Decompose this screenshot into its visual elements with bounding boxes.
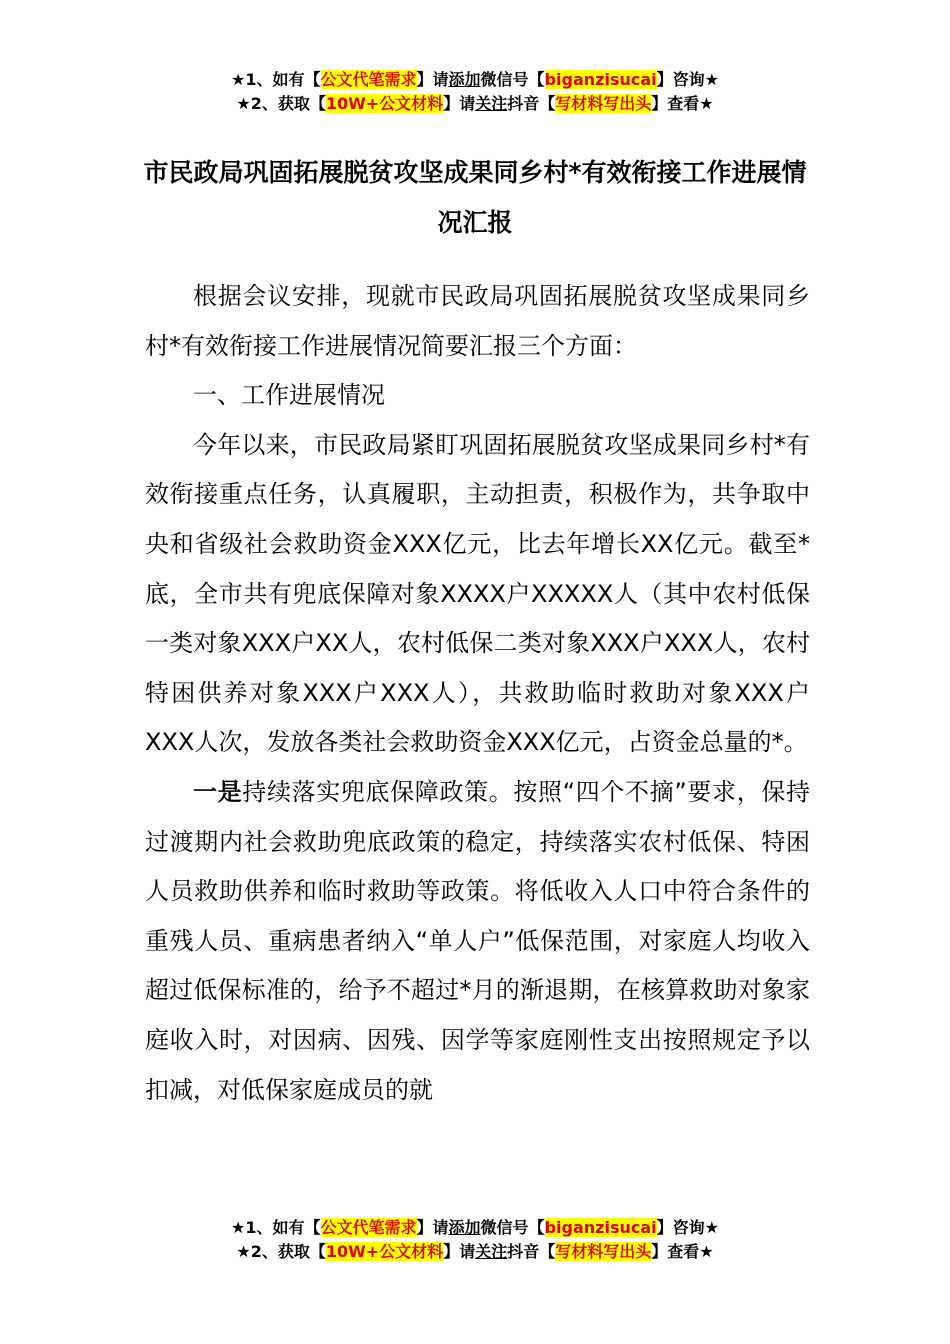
section-heading: 一、工作进展情况 (193, 381, 385, 410)
promo-text: 微信号【 (480, 1218, 545, 1237)
promo-text: 】请 (443, 94, 476, 113)
footer-promo-banner (0, 1216, 950, 1264)
point-paragraph (145, 768, 810, 1115)
point-lead: 一是 (193, 777, 243, 806)
promo-text: 】查看★ (651, 1242, 714, 1261)
promo-highlight: biganzisucai (544, 70, 657, 89)
promo-text: 】请 (416, 1218, 449, 1237)
promo-text: 】咨询★ (656, 1218, 719, 1237)
promo-highlight: 写材料写出头 (555, 1242, 652, 1261)
promo-text: ★2、获取【 (236, 1242, 326, 1261)
promo-line-2 (0, 1240, 950, 1264)
promo-text: ★2、获取【 (236, 94, 326, 113)
promo-text: 抖音【 (507, 94, 556, 113)
document-title: 市民政局巩固拓展脱贫攻坚成果同乡村*有效衔接工作进展情况汇报 (143, 158, 807, 237)
promo-underline: 关注 (475, 1242, 508, 1261)
promo-line-2 (0, 92, 950, 116)
promo-text: ★1、如有【 (231, 70, 321, 89)
promo-line-1 (0, 68, 950, 92)
intro-paragraph: 根据会议安排，现就市民政局巩固拓展脱贫攻坚成果同乡村*有效衔接工作进展情况简要汇报三个方面： (145, 282, 810, 360)
promo-text: 】咨询★ (656, 70, 719, 89)
promo-highlight: 公文代笔需求 (320, 1218, 417, 1237)
body-paragraph: 今年以来，市民政局紧盯巩固拓展脱贫攻坚成果同乡村*有效衔接重点任务，认真履职，主动担责，积极作为，共争取中央和省级社会救助资金XXX亿元，比去年增长XX亿元。截至*底，全市共有兜底保障对象XXXX户XXXXX人（其中农村低保一类对象XXX户XX人，农村低保二类对象XXX户XXX人，农村特困供养对象XXX户XXX人），共救助临时救助对象XXX户XXX人次，发放各类社会救助资金XXX亿元，占资金总量的*。 (145, 430, 810, 757)
header-promo-banner (0, 68, 950, 116)
promo-text: 抖音【 (507, 1242, 556, 1261)
promo-underline: 添加 (448, 1218, 481, 1237)
promo-text: 】查看★ (651, 94, 714, 113)
point-text: 持续落实兜底保障政策。按照“四个不摘”要求，保持过渡期内社会救助兜底政策的稳定，持续落实农村低保、特困人员救助供养和临时救助等政策。将低收入人口中符合条件的重残人员、重病患者纳入“单人户”低保范围，对家庭人均收入超过低保标准的，给予不超过*月的渐退期，在核算救助对象家庭收入时，对因病、因残、因学等家庭刚性支出按照规定予以扣减，对低保家庭成员的就 (145, 777, 810, 1104)
promo-highlight: biganzisucai (544, 1218, 657, 1237)
promo-underline: 添加 (448, 70, 481, 89)
promo-highlight: 写材料写出头 (555, 94, 652, 113)
promo-underline: 关注 (475, 94, 508, 113)
document-body (145, 272, 810, 1115)
promo-highlight: 10W+公文材料 (325, 1242, 444, 1261)
promo-line-1 (0, 1216, 950, 1240)
promo-text: 】请 (443, 1242, 476, 1261)
promo-text: 微信号【 (480, 70, 545, 89)
promo-highlight: 公文代笔需求 (320, 70, 417, 89)
promo-text: 】请 (416, 70, 449, 89)
promo-highlight: 10W+公文材料 (325, 94, 444, 113)
promo-text: ★1、如有【 (231, 1218, 321, 1237)
